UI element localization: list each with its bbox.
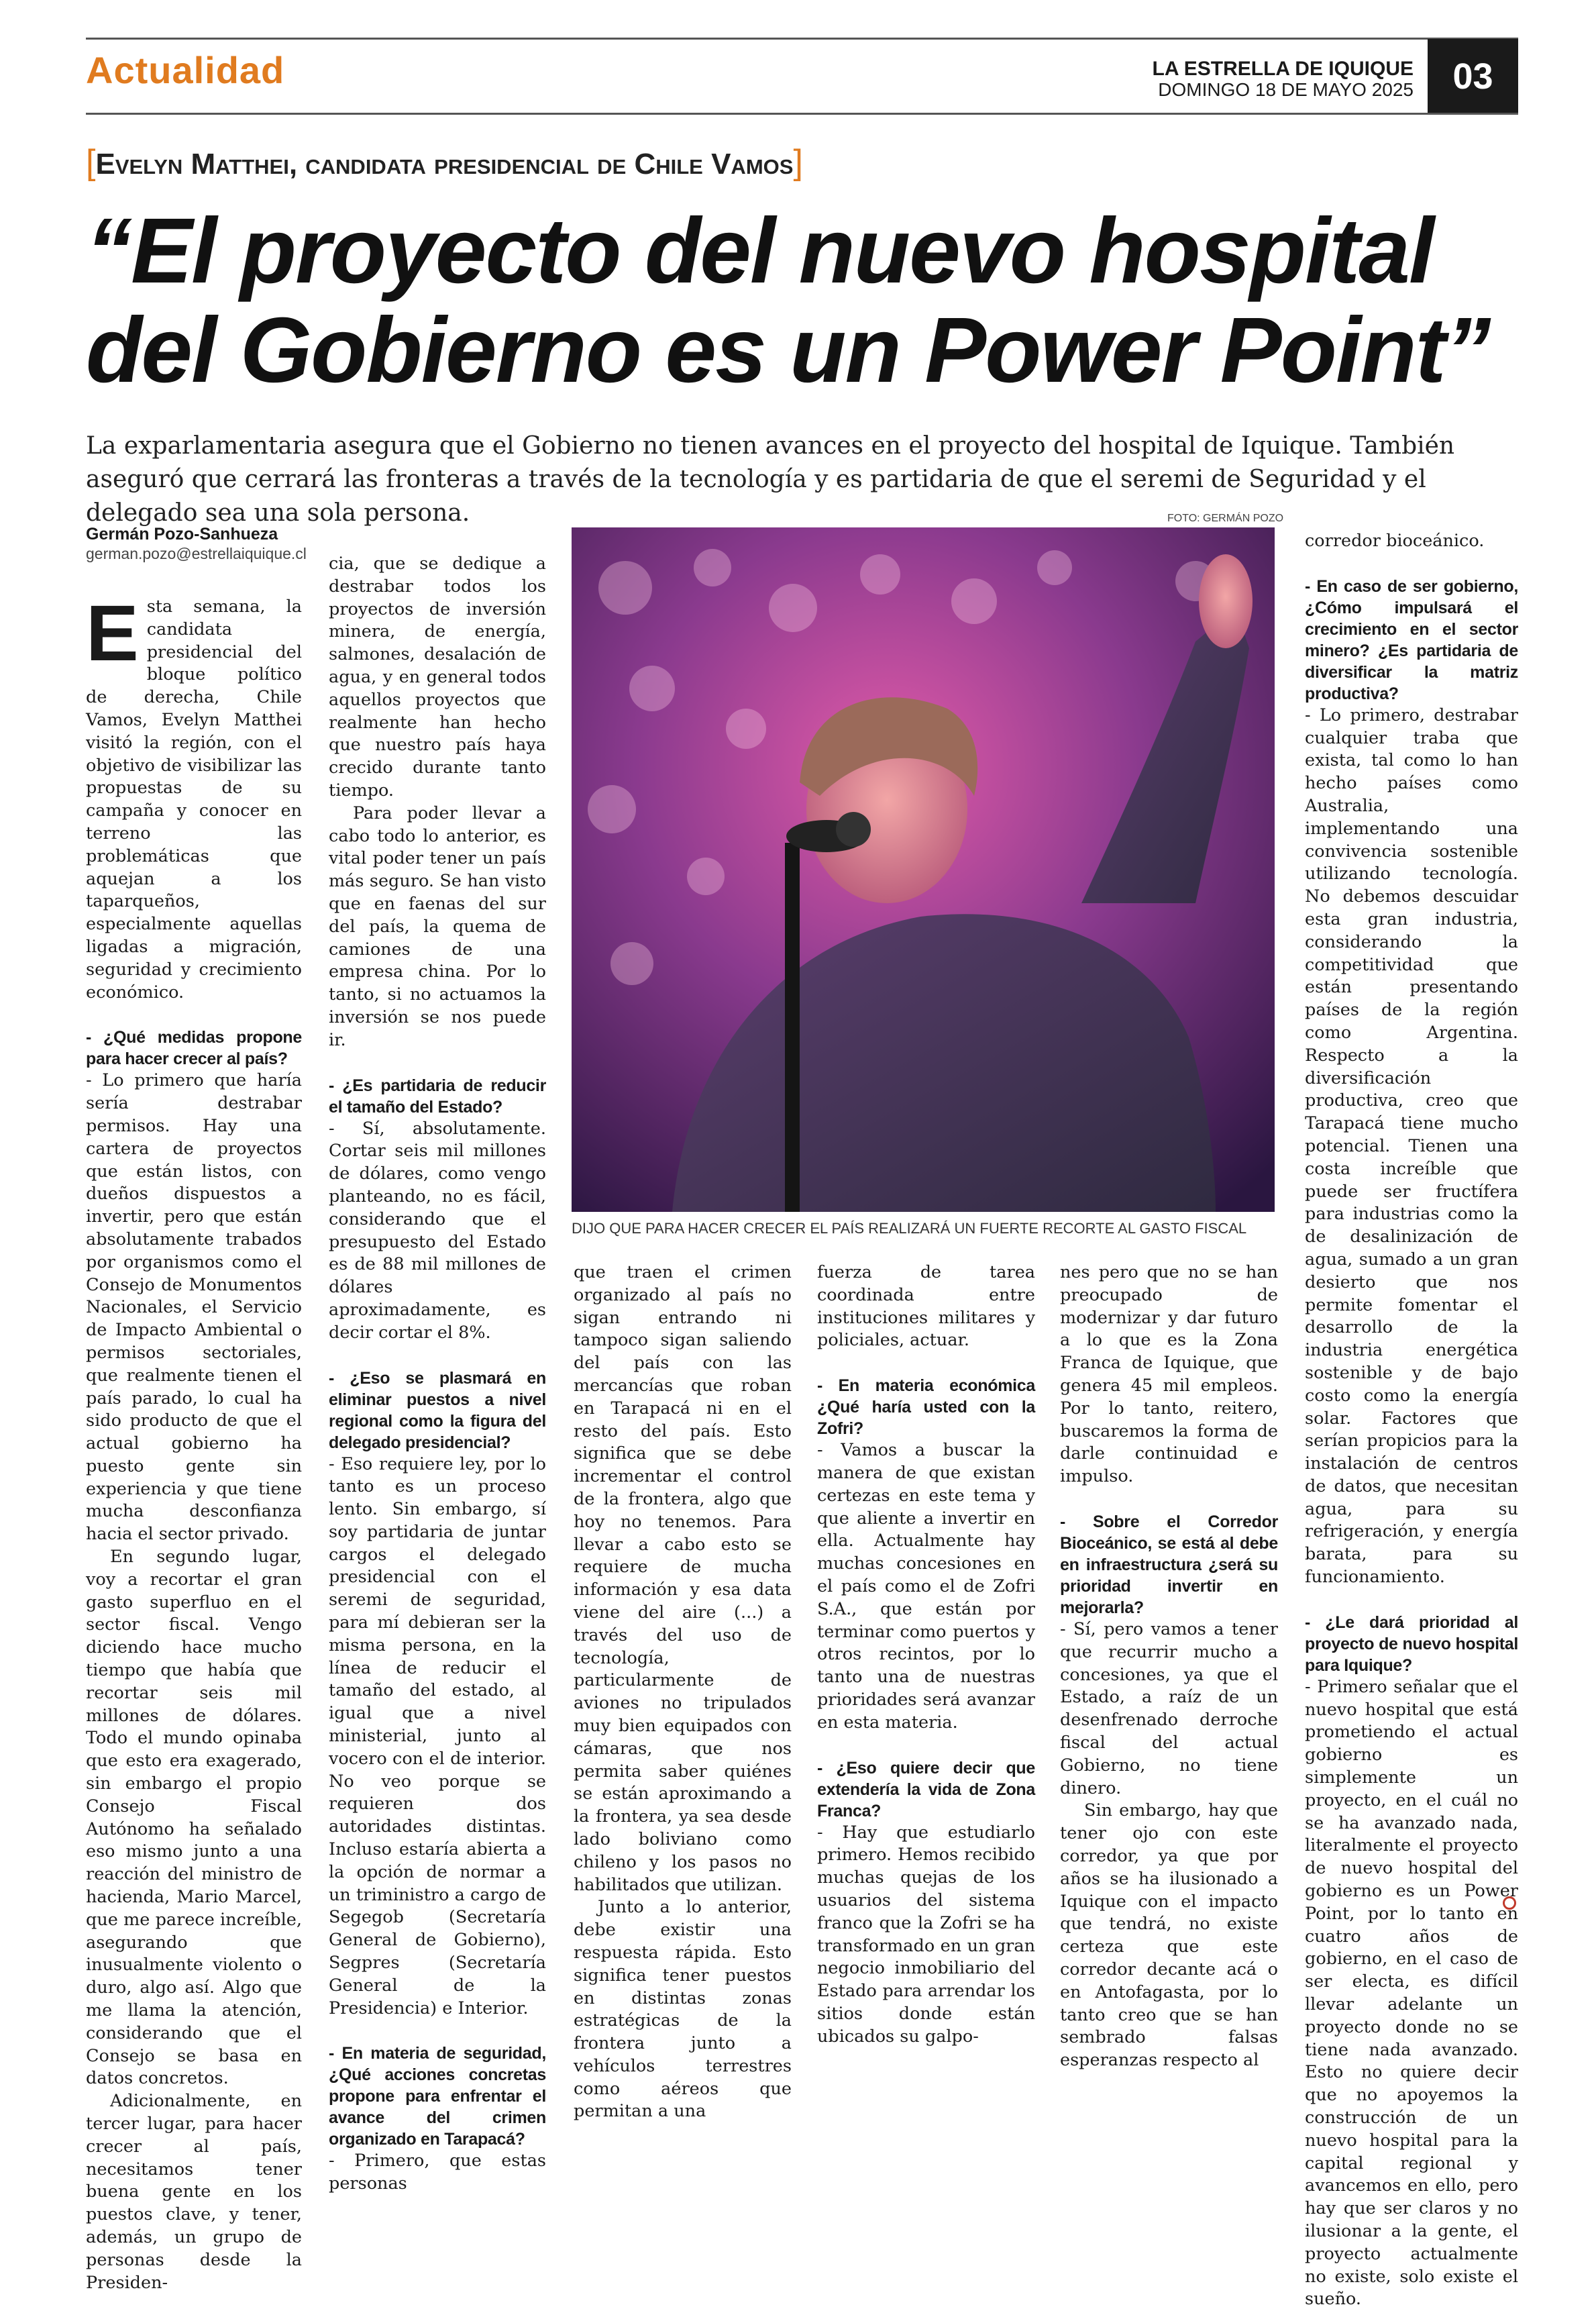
paragraph: nes pero que no se han preocupado de modernizar y dar futuro a lo que es la Zona Franca de Iquique, que genera 45 mil empleos. Por lo tanto, reitero, buscaremos la forma de darle continuidad e impulso. bbox=[1060, 1262, 1278, 1487]
answer: - Sí, absolutamente. Cortar seis mil millones de dólares, como vengo planteando, no es fácil, considerando que el presupuesto del Estado es de 88 mil millones de dólares aproximadamente, es decir cortar el 8%. bbox=[329, 1118, 546, 1343]
question: - ¿Es partidaria de reducir el tamaño del Estado? bbox=[329, 1076, 546, 1117]
paragraph: que traen el crimen organizado al país no sigan entrando ni tampoco sigan saliendo del país con las mercancías que roban en Tarapacá ni en el resto del país. Esto significa que se debe incrementar el control de la frontera, algo que hoy no tenemos. Para llevar a cabo esto se requiere de mucha información y esa data viene del aire (...) a través del uso de tecnología, particularmente de aviones no tripulados muy bien equipados con cámaras, que nos permita saber quiénes se están aproximando a la frontera, ya sea desde lado boliviano como chileno y los pasos no habilitados que utilizan. bbox=[574, 1262, 792, 1895]
question: - En materia económica ¿Qué haría usted con la Zofri? bbox=[817, 1376, 1035, 1439]
section-label: Actualidad bbox=[86, 49, 285, 91]
column-3 bbox=[574, 1262, 792, 2123]
column-5 bbox=[1060, 1262, 1278, 2072]
answer: - Lo primero que haría sería destrabar permisos. Hay una cartera de proyectos que están listos, con dueños dispuestos a invertir, pero que están absolutamente trabados por organismos como el Consejo de Monumentos Nacionales, el Servicio de Impacto Ambiental o permisos sectoriales, que realmente tienen el país parado, lo cual ha sido producto de que el actual gobierno ha puesto gente sin experiencia y que tiene mucha desconfianza hacia el sector privado. bbox=[86, 1070, 302, 1545]
photo-caption: DIJO QUE PARA HACER CRECER EL PAÍS REALIZARÁ UN FUERTE RECORTE AL GASTO FISCAL bbox=[572, 1220, 1247, 1237]
question: - ¿Le dará prioridad al proyecto de nuevo hospital para Iquique? bbox=[1305, 1612, 1518, 1675]
author-email[interactable]: german.pozo@estrellaiquique.cl bbox=[86, 545, 307, 562]
paragraph: Junto a lo anterior, debe existir una respuesta rápida. Esto significa tener puestos en distintas zonas estratégicas de la frontera junto a vehículos terrestres como aéreos que permitan a una bbox=[574, 1897, 792, 2122]
article-photo bbox=[572, 527, 1275, 1212]
kicker: [Evelyn Matthei, candidata presidencial de Chile Vamos] bbox=[86, 143, 803, 182]
publication-name: LA ESTRELLA DE IQUIQUE bbox=[1152, 58, 1414, 80]
end-mark-icon bbox=[1503, 1896, 1516, 1910]
question: - Sobre el Corredor Bioceánico, se está al debe en infraestructura ¿será su prioridad invertir en mejorarla? bbox=[1060, 1512, 1278, 1617]
photo-credit: FOTO: GERMÁN POZO bbox=[1167, 513, 1284, 524]
author-name: Germán Pozo-Sanhueza bbox=[86, 525, 278, 544]
top-rule bbox=[86, 38, 1518, 40]
page-number: 03 bbox=[1428, 39, 1518, 114]
answer: - Sí, pero vamos a tener que recurrir mucho a concesiones, ya que el Estado, a raíz de un desenfrenado derroche fiscal del actual Gobierno, no tiene dinero. bbox=[1060, 1619, 1278, 1798]
paragraph: sta semana, la candidata presidencial del bloque político de derecha, Chile Vamos, Evelyn Matthei visitó la región, con el objetivo de visibilizar las propuestas de su campaña y conocer en terreno las problemáticas que aquejan a los taparqueños, especialmente aquellas ligadas a migración, seguridad y crecimiento económico. bbox=[86, 597, 302, 1003]
header-rule bbox=[86, 113, 1518, 115]
paragraph: fuerza de tarea coordinada entre instituciones militares y policiales, actuar. bbox=[817, 1262, 1035, 1351]
paragraph: En segundo lugar, voy a recortar el gran gasto superfluo en el sector fiscal. Vengo diciendo hace mucho tiempo que había que recortar seis mil millones de dólares. Todo el mundo opinaba que esto era exagerado, sin embargo el propio Consejo Fiscal Autónomo ha señalado eso mismo junto a una reacción del ministro de hacienda, Mario Marcel, que me parece increíble, asegurando que inusualmente violento o duro, algo así. Algo que me llama la atención, considerando que el Consejo se basa en datos concretos. bbox=[86, 1547, 302, 2089]
headline bbox=[86, 201, 1522, 400]
paragraph: cia, que se dedique a destrabar todos los proyectos de inversión minera, de energía, salmones, desalación de agua, y en general todos aquellos proyectos que realmente han hecho que nuestro país haya crecido durante tanto tiempo. bbox=[329, 554, 546, 801]
question: - ¿Qué medidas propone para hacer crecer al país? bbox=[86, 1028, 302, 1069]
kicker-text: Evelyn Matthei, candidata presidencial de Chile Vamos bbox=[95, 148, 794, 181]
question: - ¿Eso se plasmará en eliminar puestos a nivel regional como la figura del delegado presidencial? bbox=[329, 1368, 546, 1452]
paragraph: Para poder llevar a cabo todo lo anterior, es vital poder tener un país más seguro. Se han visto que en faenas del sur del país, la quema de camiones de una empresa china. Por lo tanto, si no actuamos la inversión se nos puede ir. bbox=[329, 803, 546, 1050]
answer: - Hay que estudiarlo primero. Hemos recibido muchas quejas de los usuarios del sistema franco que la Zofri se ha transformado en un gran negocio inmobiliario del Estado para arrendar los sitios donde están ubicados su galpo- bbox=[817, 1822, 1035, 2047]
answer: - Eso requiere ley, por lo tanto es un proceso lento. Sin embargo, sí soy partidaria de juntar cargos el delegado presidencial con el seremi de seguridad, para mí debieran ser la misma persona, en la línea de reducir el tamaño del estado, al igual que a nivel ministerial, junto al vocero con el de interior. No veo porque se requieren dos autoridades distintas. Incluso estaría abierta a la opción de normar a un triministro a cargo de Segegob (Secretaría General de Gobierno), Segpres (Secretaría General de la Presidencia) e Interior. bbox=[329, 1453, 546, 2018]
question: - En materia de seguridad, ¿Qué acciones concretas propone para enfrentar el avance del crimen organizado en Tarapacá? bbox=[329, 2044, 546, 2149]
question: - En caso de ser gobierno, ¿Cómo impulsará el crecimiento en el sector minero? ¿Es partidaria de diversificar la matriz productiva? bbox=[1305, 576, 1518, 703]
column-1 bbox=[86, 589, 302, 2294]
answer: - Primero, que estas personas bbox=[329, 2151, 546, 2194]
answer: - Primero señalar que el nuevo hospital que está prometiendo el actual gobierno es simplemente un proyecto, en el cuál no se ha avanzado nada, literalmente el proyecto de nuevo hospital del gobierno es un Power Point, por lo tanto en cuatro años de gobierno, en el caso de ser electa, es difícil llevar adelante un proyecto donde no se tiene nada avanzado. Esto no quiere decir que no apoyemos la construcción de un nuevo hospital para la capital regional y avancemos en ello, pero hay que ser claros y no ilusionar a la gente, el proyecto actualmente no existe, solo existe el sueño. bbox=[1305, 1676, 1518, 2310]
paragraph: Adicionalmente, en tercer lugar, para hacer crecer al país, necesitamos tener buena gente en los puestos clave, y tener, además, un grupo de personas desde la Presiden- bbox=[86, 2091, 302, 2293]
publication-date: DOMINGO 18 DE MAYO 2025 bbox=[1158, 79, 1414, 100]
paragraph: corredor bioceánico. bbox=[1305, 531, 1485, 551]
deck: La exparlamentaria asegura que el Gobierno no tienen avances en el proyecto del hospital de Iquique. También aseguró que cerrará las fronteras a través de la tecnología y es partidaria de que el seremi de Seguridad y el delegado sea una sola persona. bbox=[86, 432, 1455, 527]
question: - ¿Eso quiere decir que extendería la vida de Zona Franca? bbox=[817, 1758, 1035, 1820]
column-6 bbox=[1305, 530, 1518, 2311]
answer: - Vamos a buscar la manera de que existan certezas en este tema y que aliente a invertir en ella. Actualmente hay muchas concesiones en el país como el de Zofri S.A., que están por terminar como puertos y otros recintos, por lo tanto una de nuestras prioridades será avanzar en esta materia. bbox=[817, 1440, 1035, 1733]
paragraph: Sin embargo, hay que tener ojo con este corredor, ya que por años se ha ilusionado a Iquique con el impacto que tendrá, no existe certeza que este corredor decante acá o en Antofagasta, por lo tanto creo que se han sembrado falsas esperanzas respecto al bbox=[1060, 1800, 1278, 2071]
column-4 bbox=[817, 1262, 1035, 2049]
headline-line-1: “El proyecto del nuevo hospital bbox=[86, 199, 1434, 303]
drop-cap: E bbox=[86, 589, 139, 678]
headline-line-2: del Gobierno es un Power Point” bbox=[86, 299, 1490, 402]
answer: - Lo primero, destrabar cualquier traba que exista, tal como lo han hecho países como Australia, implementando una convivencia sostenible utilizando tecnología. No debemos descuidar esta gran industria, considerando la competitividad que están presentando países de la región como Argentina. Respecto a la diversificación productiva, creo que Tarapacá tiene mucho potencial. Tienen una costa increíble que puede ser fructífera para industrias como la de desalinización de agua, sumado a un gran desierto que nos permite fomentar el desarrollo de la industria energética sostenible y de bajo costo como la energía solar. Factores que serían propicios para la instalación de centros de datos, que necesitan agua, para su refrigeración, y energía barata, para su funcionamiento. bbox=[1305, 705, 1518, 1588]
column-2 bbox=[329, 553, 546, 2196]
